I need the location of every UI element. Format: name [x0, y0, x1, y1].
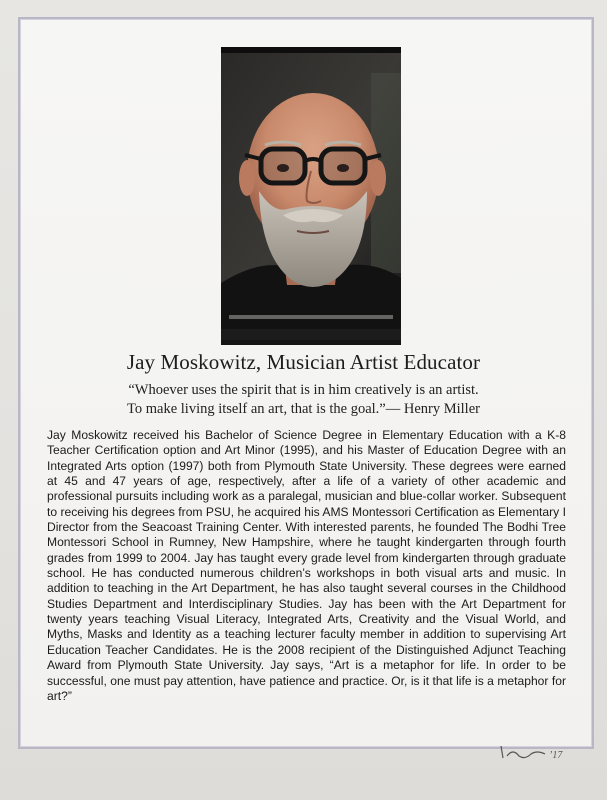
epigraph-quote — [0, 381, 607, 419]
quote-line-1: “Whoever uses the spirit that is in him creatively is an artist. — [128, 382, 479, 398]
signature-drawing — [495, 740, 575, 766]
quote-line-2: To make living itself an art, that is the goal.”— Henry Miller — [127, 401, 480, 417]
portrait-drawing — [221, 53, 401, 329]
signature-year: ’17 — [549, 750, 563, 761]
biography-text: Jay Moskowitz received his Bachelor of Science Degree in Elementary Education with a K-8 Teacher Certification option and Art Minor (1995), and his Master of Education Degree with an Integrated Arts option (1997) both from Plymouth State University. These degrees were earned at 45 and 47 years of age, respectively, after a life of a variety of other academic and professional pursuits including work as a paralegal, musician and blue-collar worker. Subsequent to receiving his degrees from PSU, he acquired his AMS Montessori Certification as Elementary I Director from the Seacoast Training Center. With interested parents, he founded The Bodhi Tree Montessori School in Rumney, New Hampshire, where he taught kindergarten through fourth grades from 1999 to 2004. Jay has taught every grade level from kindergarten through graduate school. He has conducted numerous children’s workshops in both visual arts and music. In addition to teaching in the Art Department, he has also taught several courses in the Childhood Studies Department and Interdisciplinary Studies. Jay has been with the Art Department for twenty years teaching Visual Literacy, Integrated Arts, Creativity and the Visual World, and Myths, Masks and Identity as a teaching lecturer faculty member in addition to supervising Art Education Teacher Candidates. He is the 2008 recipient of the Distinguished Adjunct Teaching Award from Plymouth State University. Jay says, “Art is a metaphor for life. In order to be successful, one must pay attention, have patience and practice. Or, is it that life is a metaphor for art?” — [47, 428, 566, 703]
page-title: Jay Moskowitz, Musician Artist Educator — [126, 350, 481, 374]
portrait-photo — [221, 47, 401, 345]
handwritten-signature — [495, 740, 575, 766]
